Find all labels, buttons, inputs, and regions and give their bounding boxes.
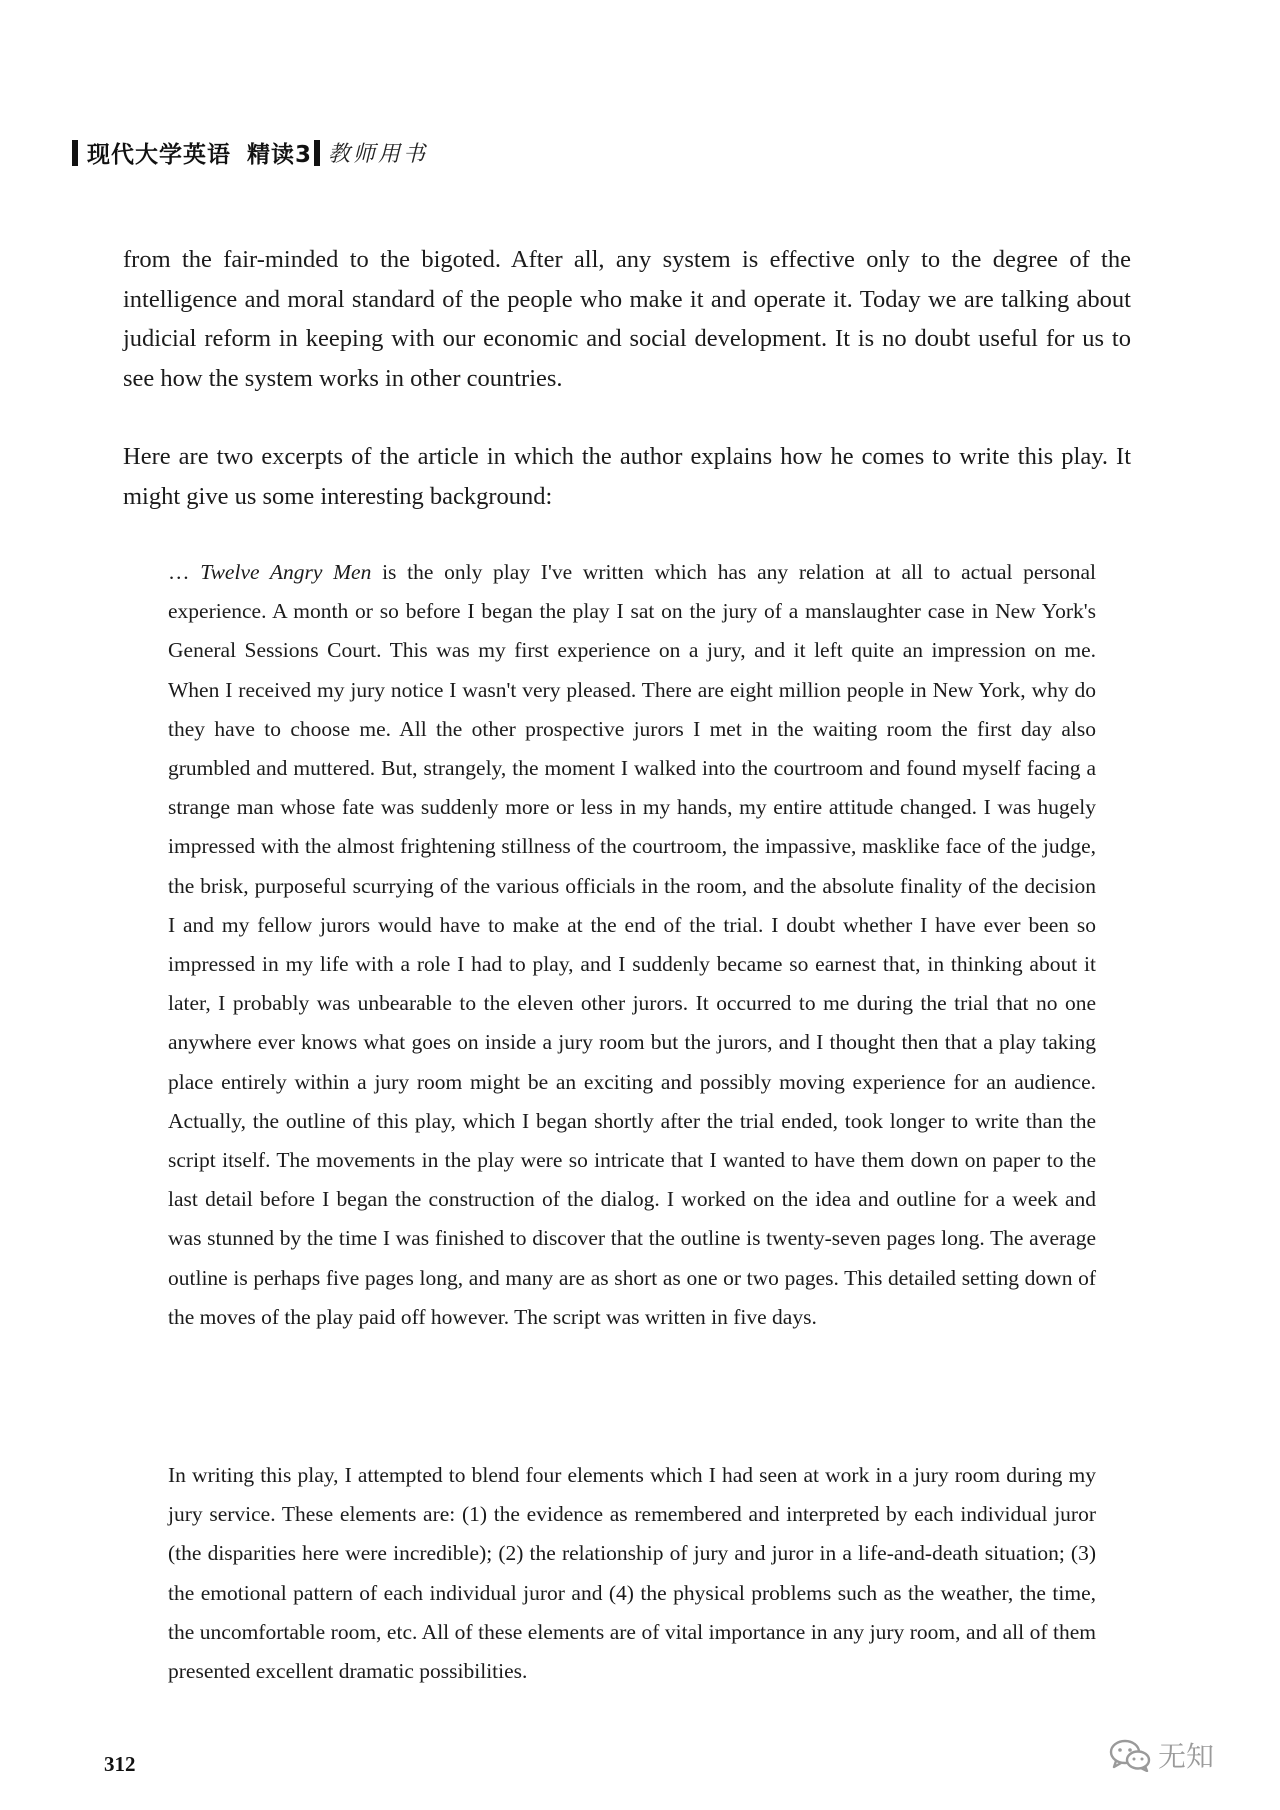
body-paragraph-2: Here are two excerpts of the article in which the author explains how he comes to write this play. It might give us some interesting background: [123, 443, 1131, 510]
watermark [1108, 1735, 1214, 1775]
play-title: Twelve Angry Men [200, 560, 372, 584]
header-bar-middle [314, 140, 320, 166]
excerpt-ellipsis: … [168, 560, 201, 584]
book-volume: 精读3 [247, 142, 313, 168]
wechat-icon [1108, 1738, 1152, 1772]
excerpt-paragraph-2: In writing this play, I attempted to blend four elements which I had seen at work in a jury room during my jury service. These elements are: (1) the evidence as remembered and interpreted by each individual juror (the disparities here were incredible); (2) the relationship of jury and juror in a life-and-death situation; (3) the emotional pattern of each individual juror and (4) the physical problems such as the weather, the time, the uncomfortable room, etc. All of these elements are of vital importance in any jury room, and all of them presented excellent dramatic possibilities. [168, 1463, 1096, 1684]
running-header [72, 136, 428, 169]
excerpt-paragraph-1 [168, 553, 1096, 1337]
body-paragraph-1: from the fair-minded to the bigoted. After all, any system is effective only to the degree of the intelligence and moral standard of the people who make it and operate it. Today we are talking about judicial reform in keeping with our economic and social development. It is no doubt useful for us to see how the system works in other countries. [123, 246, 1131, 392]
excerpt-body-1: is the only play I've written which has any relation at all to actual personal experience. A month or so before I began the play I sat on the jury of a manslaughter case in New York's General Sessions Court. This was my first experience on a jury, and it left quite an impression on me. When I received my jury notice I wasn't very pleased. There are eight million people in New York, why do they have to choose me. All the other prospective jurors I met in the waiting room the first day also grumbled and muttered. But, strangely, the moment I walked into the courtroom and found myself facing a strange man whose fate was suddenly more or less in my hands, my entire attitude changed. I was hugely impressed with the almost frightening stillness of the courtroom, the impassive, masklike face of the judge, the brisk, purposeful scurrying of the various officials in the room, and the absolute finality of the decision I and my fellow jurors would have to make at the end of the trial. I doubt whether I have ever been so impressed in my life with a role I had to play, and I suddenly became so earnest that, in thinking about it later, I probably was unbearable to the eleven other jurors. It occurred to me during the trial that no one anywhere ever knows what goes on inside a jury room but the jurors, and I thought then that a play taking place entirely within a jury room might be an exciting and possibly moving experience for an audience. Actually, the outline of this play, which I began shortly after the trial ended, took longer to write than the script itself. The movements in the play were so intricate that I wanted to have them down on paper to the last detail before I began the construction of the dialog. I worked on the idea and outline for a week and was stunned by the time I was finished to discover that the outline is twenty-seven pages long. The average outline is perhaps five pages long, and many are as short as one or two pages. This detailed setting down of the moves of the play paid off however. The script was written in five days. [168, 560, 1097, 1329]
book-edition: 教师用书 [328, 142, 429, 167]
page-number: 312 [104, 1752, 136, 1776]
watermark-text: 无知 [1158, 1740, 1215, 1773]
book-title: 现代大学英语 [87, 142, 231, 168]
header-bar-left [72, 140, 78, 166]
